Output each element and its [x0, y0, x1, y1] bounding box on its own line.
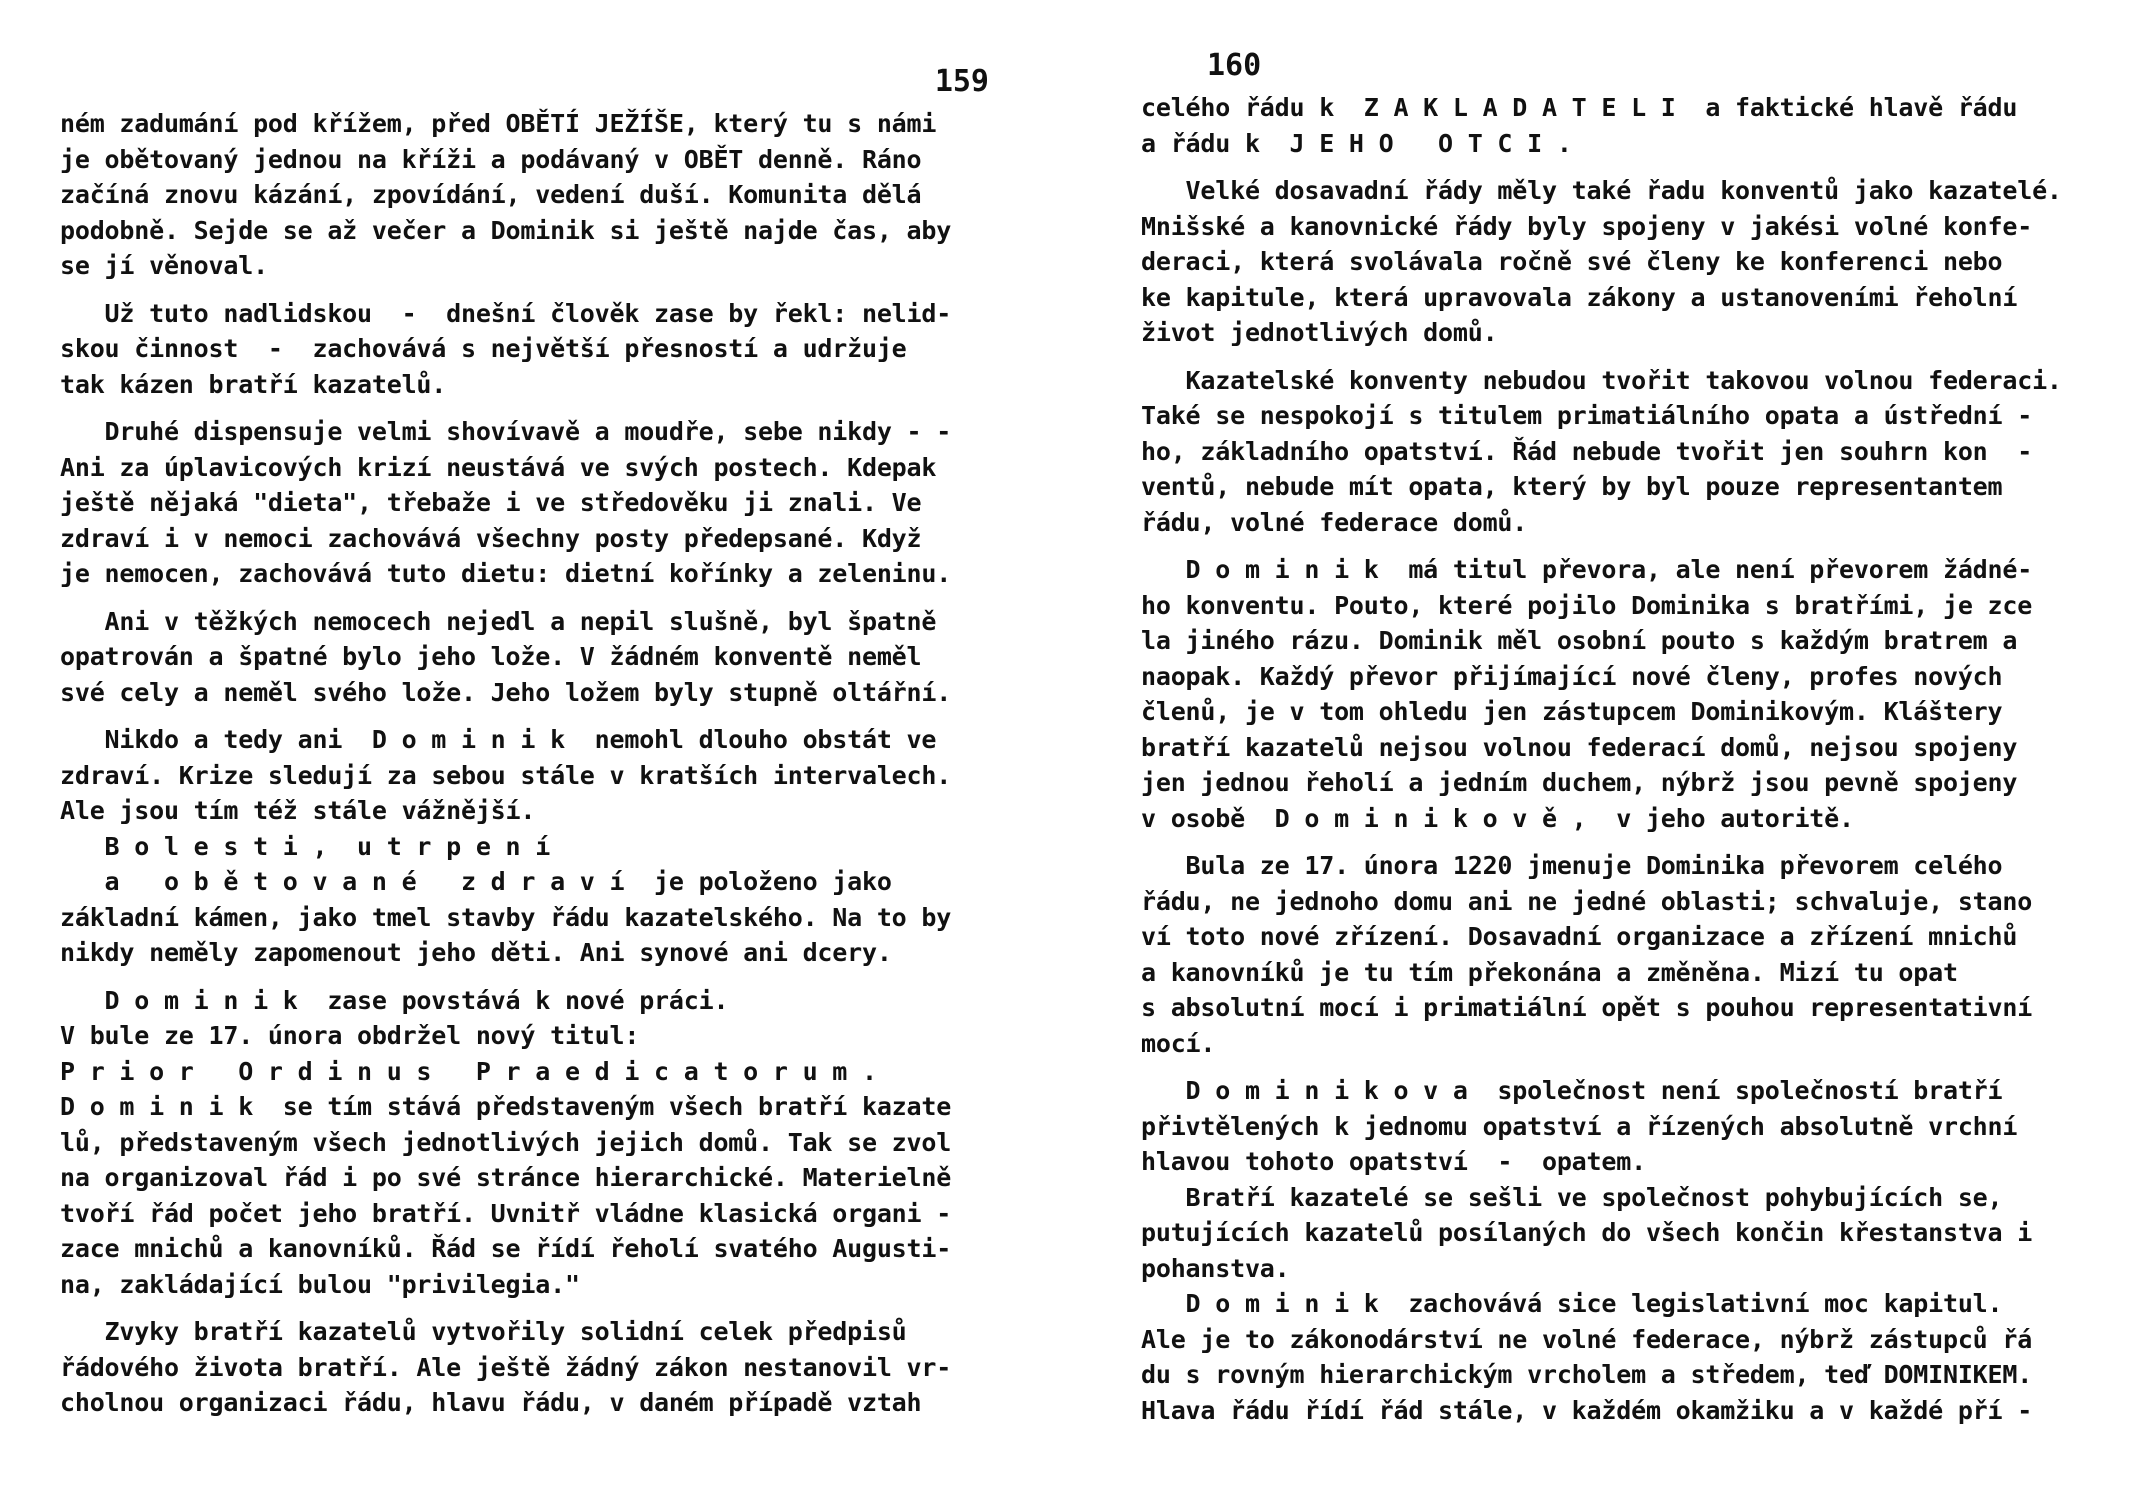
text-line: tvoří řád počet jeho bratří. Uvnitř vládne klasická organi -: [60, 1198, 952, 1228]
text-line: opatrován a špatné bylo jeho lože. V žádném konventě neměl: [60, 642, 922, 671]
text-line: zdraví. Krize sledují za sebou stále v kratších intervalech.: [60, 760, 952, 790]
paragraph: [1141, 173, 2106, 351]
page-text: [60, 106, 1009, 1421]
text-line: ném zadumání pod křížem, před OBĚTÍ JEŽÍŠE, který tu s námi: [60, 109, 937, 138]
text-line: je obětovaný jednou na kříži a podávaný v OBĚT denně. Ráno: [60, 144, 922, 174]
text-line: začíná znovu kázání, zpovídání, vedení duší. Komunita dělá: [60, 180, 922, 209]
text-line: a o b ě t o v a n é z d r a v í je položeno jako: [60, 867, 892, 896]
text-line: Už tuto nadlidskou - dnešní člověk zase by řekl: nelid-: [60, 298, 952, 328]
paragraph: [60, 106, 1009, 284]
text-line: deraci, která svolávala ročně své členy ke konferenci nebo: [1141, 247, 2003, 276]
text-line: D o m i n i k o v a společnost není společností bratří: [1141, 1076, 2003, 1105]
text-line: podobně. Sejde se až večer a Dominik si ještě najde čas, aby: [60, 215, 952, 245]
text-line: Bula ze 17. února 1220 jmenuje Dominika převorem celého: [1141, 851, 2003, 880]
text-line: Zvyky bratří kazatelů vytvořily solidní celek předpisů: [60, 1317, 907, 1346]
text-line: členů, je v tom ohledu jen zástupcem Dominikovým. Kláštery: [1141, 697, 2003, 726]
text-line: hlavou tohoto opatství - opatem.: [1141, 1147, 1646, 1176]
text-line: D o m i n i k se tím stává představeným všech bratří kazate: [60, 1092, 952, 1121]
text-line: la jiného rázu. Dominik měl osobní pouto s každým bratrem a: [1141, 626, 2018, 655]
text-line: mocí.: [1141, 1028, 1216, 1058]
paragraph: [1141, 90, 2106, 161]
text-line: Velké dosavadní řády měly také řadu konventů jako kazatelé.: [1141, 176, 2062, 205]
text-line: ještě nějaká "dieta", třebaže i ve středověku ji znali. Ve: [60, 488, 922, 517]
text-line: Hlava řádu řídí řád stále, v každém okamžiku a v každé pří -: [1141, 1395, 2033, 1425]
text-line: na, zakládající bulou "privilegia.": [60, 1269, 580, 1299]
text-line: cholnou organizaci řádu, hlavu řádu, v daném případě vztah: [60, 1388, 922, 1417]
right-page: [1065, 0, 2130, 1500]
text-line: Mnišské a kanovnické řády byly spojeny v jakési volné konfe-: [1141, 211, 2033, 241]
text-line: řádového života bratří. Ale ještě žádný zákon nestanovil vr-: [60, 1352, 952, 1382]
text-line: na organizoval řád i po své stránce hierarchické. Materielně: [60, 1163, 952, 1192]
text-line: Ale je to zákonodárství ne volné federace, nýbrž zástupců řá: [1141, 1324, 2033, 1354]
text-line: nikdy neměly zapomenout jeho děti. Ani synové ani dcery.: [60, 938, 892, 967]
text-line: ventů, nebude mít opata, který by byl pouze representantem: [1141, 472, 2003, 501]
text-line: V bule ze 17. února obdržel nový titul:: [60, 1021, 640, 1050]
text-line: řádu, volné federace domů.: [1141, 507, 1528, 537]
paragraph: [60, 1314, 1009, 1421]
paragraph: [1141, 552, 2106, 836]
text-line: zace mnichů a kanovníků. Řád se řídí řeholí svatého Augusti-: [60, 1234, 952, 1263]
text-line: D o m i n i k zachovává sice legislativní moc kapitul.: [1141, 1289, 2003, 1318]
paragraph: [1141, 363, 2106, 541]
text-line: zdraví i v nemoci zachovává všechny posty předepsané. Když: [60, 523, 922, 553]
text-line: Ale jsou tím též stále vážnější.: [60, 796, 536, 825]
page-number: 160: [1207, 48, 1262, 83]
text-line: přivtělených k jednomu opatství a řízených absolutně vrchní: [1141, 1111, 2018, 1141]
text-line: B o l e s t i , u t r p e n í: [60, 831, 551, 861]
text-line: skou činnost - zachovává s největší přesností a udržuje: [60, 334, 907, 363]
text-line: Ani v těžkých nemocech nejedl a nepil slušně, byl špatně: [60, 606, 937, 636]
text-line: lů, představeným všech jednotlivých jejich domů. Tak se zvol: [60, 1127, 952, 1157]
text-line: tak kázen bratří kazatelů.: [60, 369, 447, 399]
text-line: celého řádu k Z A K L A D A T E L I a faktické hlavě řádu: [1141, 93, 2018, 122]
text-line: a kanovníků je tu tím překonána a změněna. Mizí tu opat: [1141, 957, 1958, 987]
text-line: Nikdo a tedy ani D o m i n i k nemohl dlouho obstát ve: [60, 725, 937, 754]
paragraph: [1141, 1073, 2106, 1428]
text-line: ho, základního opatství. Řád nebude tvořit jen souhrn kon -: [1141, 436, 2033, 466]
text-line: D o m i n i k zase povstává k nové práci.: [60, 985, 729, 1015]
text-line: a řádu k J E H O O T C I .: [1141, 128, 1572, 158]
text-line: s absolutní mocí i primatiální opět s pouhou representativní: [1141, 993, 2033, 1022]
paragraph: [60, 983, 1009, 1303]
text-line: bratří kazatelů nejsou volnou federací domů, nejsou spojeny: [1141, 732, 2018, 762]
text-line: život jednotlivých domů.: [1141, 318, 1498, 347]
paragraph: [60, 414, 1009, 592]
text-line: Ani za úplavicových krizí neustává ve svých postech. Kdepak: [60, 452, 937, 482]
text-line: Bratří kazatelé se sešli ve společnost pohybujících se,: [1141, 1182, 2003, 1212]
text-line: se jí věnoval.: [60, 251, 268, 280]
text-line: je nemocen, zachovává tuto dietu: dietní kořínky a zeleninu.: [60, 559, 952, 588]
text-line: Druhé dispensuje velmi shovívavě a moudře, sebe nikdy - -: [60, 417, 952, 446]
text-line: Kazatelské konventy nebudou tvořit takovou volnou federaci.: [1141, 365, 2062, 395]
text-line: své cely a neměl svého lože. Jeho ložem byly stupně oltářní.: [60, 677, 952, 707]
text-line: D o m i n i k má titul převora, ale není převorem žádné-: [1141, 555, 2033, 584]
text-line: jen jednou řeholí a jedním duchem, nýbrž jsou pevně spojeny: [1141, 768, 2018, 797]
page-number: 159: [934, 64, 989, 99]
text-line: ke kapitule, která upravovala zákony a ustanoveními řeholní: [1141, 282, 2018, 312]
paragraph: [1141, 848, 2106, 1061]
text-line: základní kámen, jako tmel stavby řádu kazatelského. Na to by: [60, 902, 952, 932]
page-text: [1141, 90, 2106, 1428]
paragraph: [60, 604, 1009, 711]
paragraph: [60, 296, 1009, 403]
text-line: Také se nespokojí s titulem primatiálního opata a ústřední -: [1141, 401, 2033, 430]
paragraph: [60, 722, 1009, 971]
text-line: ho konventu. Pouto, které pojilo Dominika s bratřími, je zce: [1141, 590, 2033, 620]
text-line: putujících kazatelů posílaných do všech končin křestanstva i: [1141, 1218, 2033, 1247]
text-line: pohanstva.: [1141, 1253, 1290, 1283]
text-line: naopak. Každý převor přijímající nové členy, profes nových: [1141, 661, 2003, 691]
text-line: P r i o r O r d i n u s P r a e d i c a t o r u m .: [60, 1056, 877, 1086]
text-line: du s rovným hierarchickým vrcholem a středem, teď DOMINIKEM.: [1141, 1360, 2033, 1389]
text-line: ví toto nové zřízení. Dosavadní organizace a zřízení mnichů: [1141, 922, 2018, 951]
text-line: v osobě D o m i n i k o v ě , v jeho autoritě.: [1141, 803, 1854, 833]
text-line: řádu, ne jednoho domu ani ne jedné oblasti; schvaluje, stano: [1141, 886, 2033, 916]
